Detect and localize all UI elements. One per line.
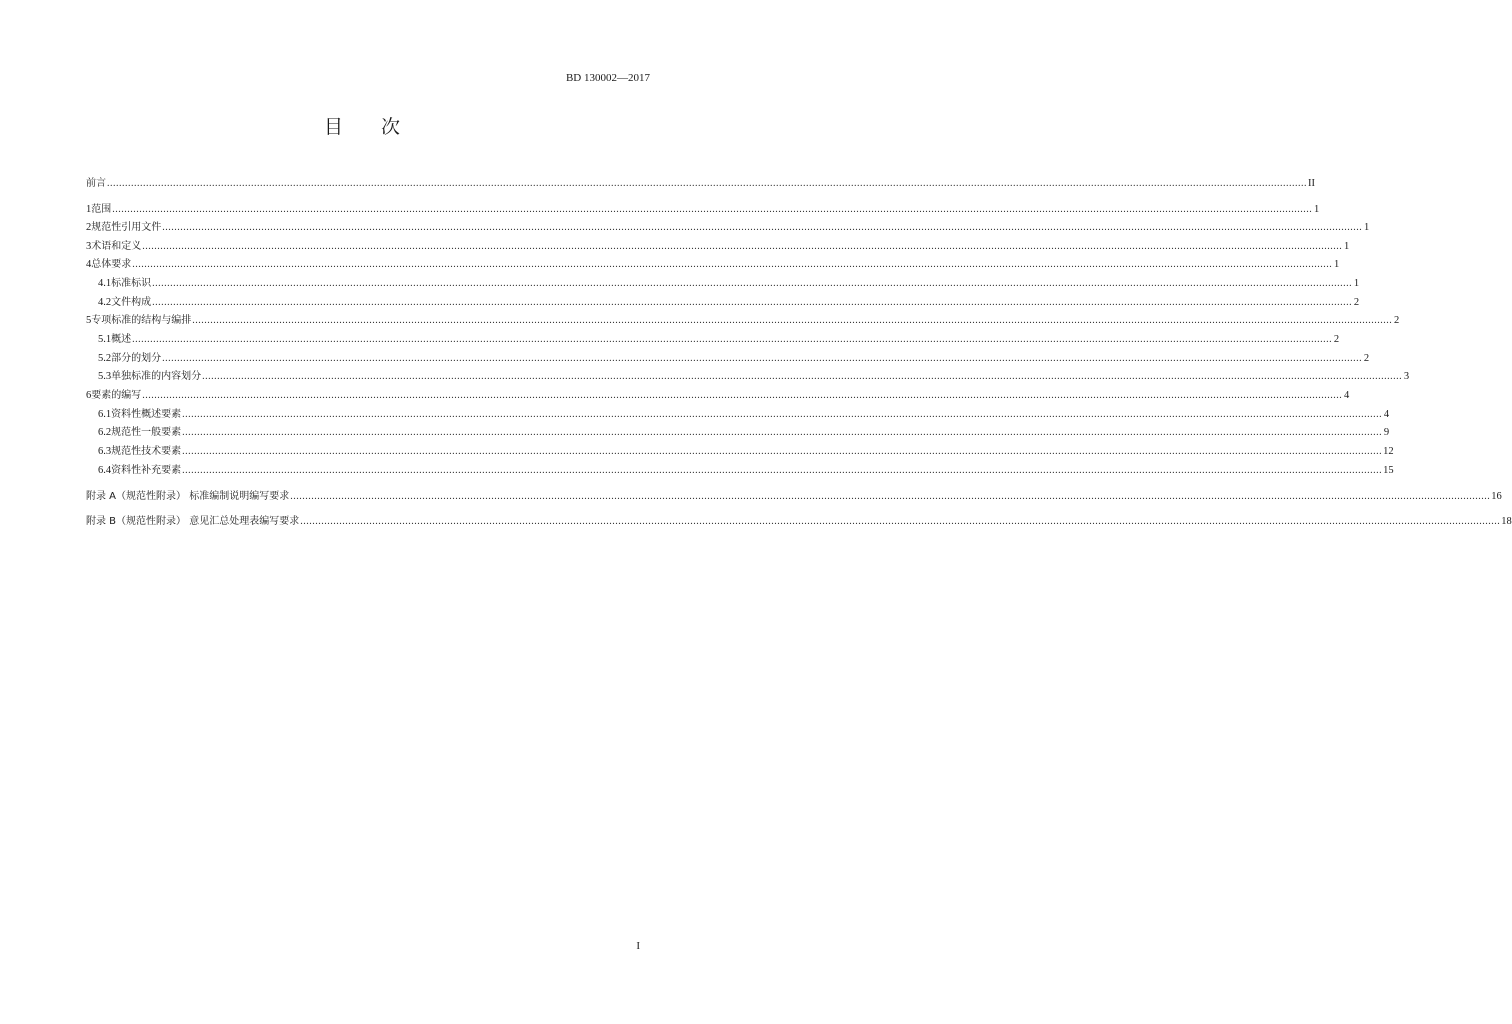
toc-entry[interactable] bbox=[98, 332, 1340, 348]
toc-leader-dots: ................................................................................................................................................................................................................................................................................................................................................................................................................ bbox=[112, 204, 1313, 215]
toc-entry-page: 1 bbox=[1364, 222, 1370, 233]
toc-entry[interactable] bbox=[98, 351, 1370, 367]
toc-title-part2: 次 bbox=[381, 116, 401, 138]
toc-entry-label: 部分的划分 bbox=[111, 353, 162, 364]
toc-entry-page: 2 bbox=[1333, 334, 1340, 345]
toc-entry-label: 总体要求 bbox=[91, 259, 132, 270]
toc-entry-label: 资料性补充要素 bbox=[111, 465, 182, 476]
toc-entry-page: 4 bbox=[1383, 409, 1390, 420]
toc-leader-dots: ................................................................................................................................................................................................................................................................................................................................................................................................................ bbox=[142, 390, 1343, 401]
toc-entry-page: 18 bbox=[1501, 516, 1512, 527]
toc-entry[interactable] bbox=[86, 514, 1512, 530]
toc-entry-label: 要素的编写 bbox=[91, 390, 142, 401]
toc-entry-label: 概述 bbox=[111, 334, 132, 345]
toc-entry-page: 12 bbox=[1383, 446, 1394, 457]
toc-entry[interactable] bbox=[86, 202, 1320, 218]
toc-entry-number: 3 bbox=[86, 241, 92, 252]
toc-entry-label: 规范性引用文件 bbox=[91, 222, 162, 233]
toc-leader-dots: ................................................................................................................................................................................................................................................................................................................................................................................................................ bbox=[107, 178, 1307, 189]
toc-leader-dots: ................................................................................................................................................................................................................................................................................................................................................................................................................ bbox=[182, 446, 1383, 457]
toc-entry-number: 5.3 bbox=[98, 371, 112, 382]
toc-entry-number: 2 bbox=[86, 222, 92, 233]
toc-leader-dots: ................................................................................................................................................................................................................................................................................................................................................................................................................ bbox=[300, 516, 1501, 527]
toc-entry[interactable] bbox=[86, 388, 1350, 404]
toc-entry[interactable] bbox=[86, 239, 1350, 255]
toc-entry[interactable] bbox=[98, 276, 1360, 292]
toc-entry-page: 2 bbox=[1353, 297, 1360, 308]
toc-entry[interactable] bbox=[86, 489, 1502, 505]
toc-entry-number: 5.2 bbox=[98, 353, 112, 364]
toc-entry-label: 范围 bbox=[91, 204, 112, 215]
toc-title-part1: 目 bbox=[323, 116, 343, 138]
toc-leader-dots: ................................................................................................................................................................................................................................................................................................................................................................................................................ bbox=[182, 427, 1383, 438]
toc-leader-dots: ................................................................................................................................................................................................................................................................................................................................................................................................................ bbox=[192, 315, 1393, 326]
toc-leader-dots: ................................................................................................................................................................................................................................................................................................................................................................................................................ bbox=[142, 241, 1343, 252]
toc-entry-number: 6.2 bbox=[98, 427, 112, 438]
toc-leader-dots: ................................................................................................................................................................................................................................................................................................................................................................................................................ bbox=[152, 278, 1353, 289]
toc-entry-label: 资料性概述要素 bbox=[111, 409, 182, 420]
toc-title bbox=[0, 112, 724, 139]
toc-entry-number: 6.3 bbox=[98, 446, 112, 457]
toc-entry-number: 5.1 bbox=[98, 334, 112, 345]
toc-entry-page: 3 bbox=[1403, 371, 1410, 382]
toc-entry-page: 1 bbox=[1344, 241, 1350, 252]
toc-entry-page: 1 bbox=[1353, 278, 1360, 289]
toc-entry-number: 4 bbox=[86, 259, 92, 270]
page-number: I bbox=[636, 940, 640, 952]
toc-leader-dots: ................................................................................................................................................................................................................................................................................................................................................................................................................ bbox=[182, 465, 1383, 476]
toc-leader-dots: ................................................................................................................................................................................................................................................................................................................................................................................................................ bbox=[152, 297, 1353, 308]
toc-leader-dots: ................................................................................................................................................................................................................................................................................................................................................................................................................ bbox=[162, 353, 1363, 364]
toc-entry-number: 4.1 bbox=[98, 278, 112, 289]
toc-entry[interactable] bbox=[98, 407, 1390, 423]
toc-entry-number: 5 bbox=[86, 315, 92, 326]
toc-entry[interactable] bbox=[98, 425, 1390, 441]
toc-leader-dots: ................................................................................................................................................................................................................................................................................................................................................................................................................ bbox=[202, 371, 1403, 382]
toc-entry-page: 1 bbox=[1314, 204, 1320, 215]
toc-entry-number: 4.2 bbox=[98, 297, 112, 308]
toc-leader-dots: ................................................................................................................................................................................................................................................................................................................................................................................................................ bbox=[182, 409, 1383, 420]
toc-entry-label: 附录 B（规范性附录） 意见汇总处理表编写要求 bbox=[86, 516, 300, 527]
toc-leader-dots: ................................................................................................................................................................................................................................................................................................................................................................................................................ bbox=[132, 334, 1333, 345]
toc-entry-number: 6.4 bbox=[98, 465, 112, 476]
toc-entry-number: 6.1 bbox=[98, 409, 112, 420]
toc-leader-dots: ................................................................................................................................................................................................................................................................................................................................................................................................................ bbox=[290, 491, 1491, 502]
toc-entry-number: 1 bbox=[86, 204, 92, 215]
toc-entry-label: 专项标准的结构与编排 bbox=[91, 315, 192, 326]
toc-leader-dots: ................................................................................................................................................................................................................................................................................................................................................................................................................ bbox=[162, 222, 1363, 233]
toc-entry-page: 1 bbox=[1334, 259, 1340, 270]
toc-entry[interactable] bbox=[98, 444, 1394, 460]
toc-entry-label: 附录 A（规范性附录） 标准编制说明编写要求 bbox=[86, 491, 290, 502]
document-code: BD 130002—2017 bbox=[565, 72, 650, 84]
toc-entry-page: II bbox=[1308, 178, 1315, 189]
toc-entry-number: 6 bbox=[86, 390, 92, 401]
toc-entry-page: 16 bbox=[1491, 491, 1502, 502]
toc-entry-page: 15 bbox=[1383, 465, 1394, 476]
toc-entry-label: 规范性一般要素 bbox=[111, 427, 182, 438]
toc-entry-page: 2 bbox=[1394, 315, 1400, 326]
toc-entry[interactable] bbox=[98, 369, 1410, 385]
toc-entry-label: 规范性技术要素 bbox=[111, 446, 182, 457]
toc-entry[interactable] bbox=[86, 257, 1340, 273]
toc-entry-label: 标准标识 bbox=[111, 278, 152, 289]
toc-entry-label: 术语和定义 bbox=[91, 241, 142, 252]
toc-entry-page: 4 bbox=[1344, 390, 1350, 401]
toc-entry-page: 2 bbox=[1363, 353, 1370, 364]
toc-entry[interactable] bbox=[98, 295, 1360, 311]
toc-entry-page: 9 bbox=[1383, 427, 1390, 438]
toc-entry-label: 单独标准的内容划分 bbox=[111, 371, 202, 382]
toc-entry[interactable] bbox=[86, 220, 1370, 236]
toc-entry-label: 文件构成 bbox=[111, 297, 152, 308]
toc-leader-dots: ................................................................................................................................................................................................................................................................................................................................................................................................................ bbox=[132, 259, 1333, 270]
toc-entry-label: 前言 bbox=[86, 178, 106, 189]
toc-entry[interactable] bbox=[86, 176, 1315, 192]
toc-entry[interactable] bbox=[86, 313, 1400, 329]
toc-entry[interactable] bbox=[98, 463, 1394, 479]
